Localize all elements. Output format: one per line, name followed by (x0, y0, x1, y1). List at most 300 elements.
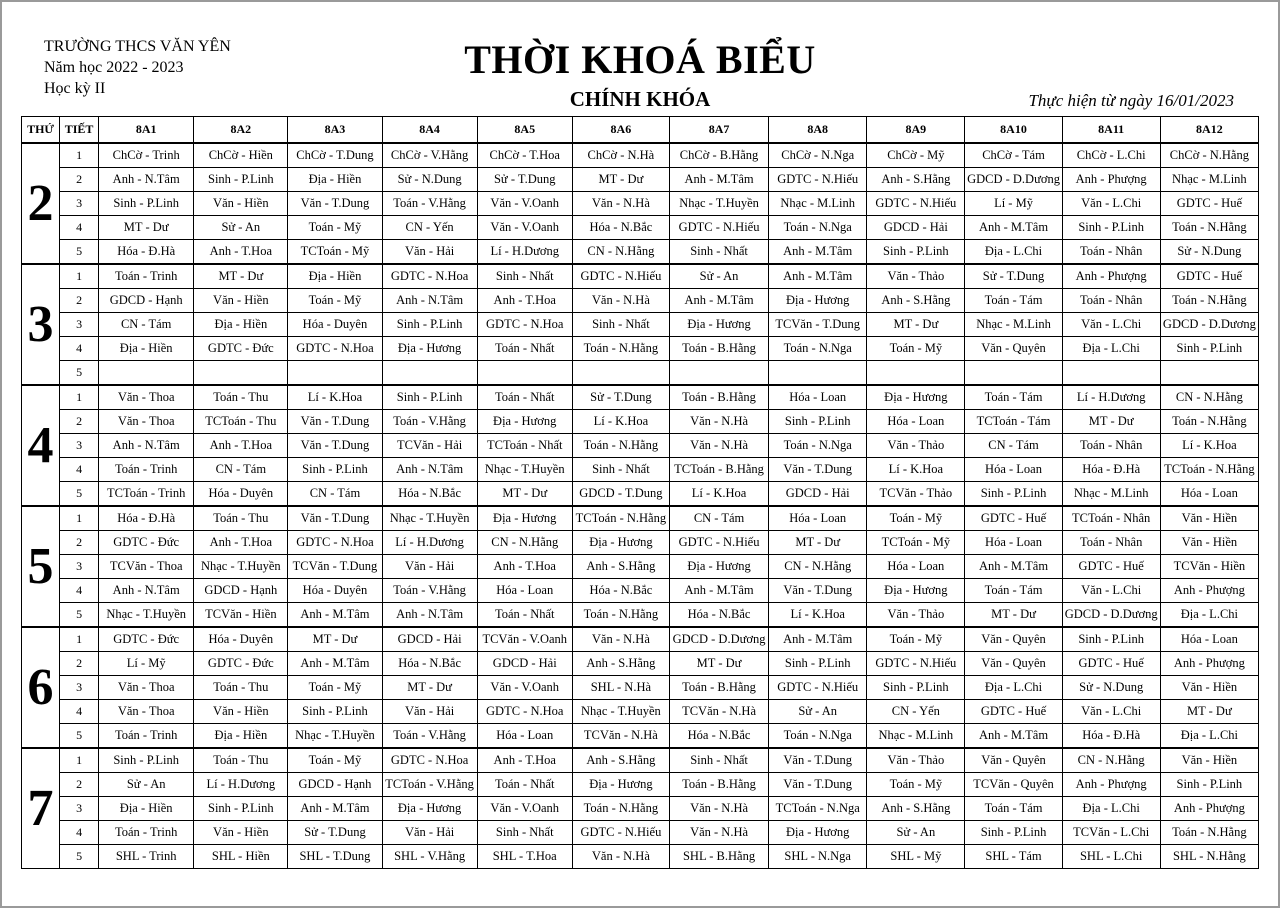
lesson-cell: Toán - Mỹ (288, 289, 382, 313)
table-row (22, 773, 1259, 797)
table-row (22, 579, 1259, 603)
lesson-cell: Văn - Hiền (194, 700, 288, 724)
period-number: 1 (60, 748, 99, 773)
lesson-cell: Nhạc - M.Linh (769, 192, 867, 216)
lesson-cell: MT - Dư (965, 603, 1062, 628)
lesson-cell: Toán - B.Hằng (669, 676, 768, 700)
lesson-cell: Lí - K.Hoa (1160, 434, 1258, 458)
lesson-cell: GDTC - N.Hiếu (669, 531, 768, 555)
lesson-cell: Văn - N.Hà (572, 289, 669, 313)
lesson-cell: GDTC - N.Hiếu (669, 216, 768, 240)
header-class: 8A11 (1062, 117, 1160, 144)
lesson-cell: Văn - Thảo (867, 264, 965, 289)
lesson-cell: Sinh - P.Linh (769, 410, 867, 434)
lesson-cell: Toán - Nhân (1062, 434, 1160, 458)
lesson-cell: Toán - N.Hằng (1160, 410, 1258, 434)
period-number: 1 (60, 385, 99, 410)
lesson-cell: ChCờ - N.Hằng (1160, 143, 1258, 168)
lesson-cell: Địa - Hương (867, 385, 965, 410)
day-label: 2 (22, 143, 60, 264)
header-class: 8A2 (194, 117, 288, 144)
lesson-cell: Văn - Quyên (965, 337, 1062, 361)
period-number: 3 (60, 313, 99, 337)
lesson-cell: Toán - Thu (194, 506, 288, 531)
lesson-cell: Hóa - Duyên (288, 313, 382, 337)
lesson-cell: Lí - K.Hoa (288, 385, 382, 410)
lesson-cell: Hóa - N.Bắc (382, 482, 477, 507)
table-row (22, 361, 1259, 386)
period-number: 5 (60, 724, 99, 749)
lesson-cell: Toán - N.Hằng (572, 434, 669, 458)
lesson-cell: MT - Dư (194, 264, 288, 289)
lesson-cell: Sử - An (669, 264, 768, 289)
lesson-cell: Toán - N.Hằng (1160, 216, 1258, 240)
lesson-cell: Văn - Hải (382, 700, 477, 724)
lesson-cell: Văn - Thoa (99, 385, 194, 410)
lesson-cell: Toán - Tám (965, 289, 1062, 313)
lesson-cell: Lí - H.Dương (477, 240, 572, 265)
lesson-cell (1160, 361, 1258, 386)
table-row (22, 289, 1259, 313)
lesson-cell: Địa - L.Chi (965, 240, 1062, 265)
lesson-cell: Toán - N.Hằng (1160, 289, 1258, 313)
lesson-cell: SHL - V.Hằng (382, 845, 477, 869)
lesson-cell: Anh - T.Hoa (477, 289, 572, 313)
lesson-cell: Sinh - P.Linh (867, 676, 965, 700)
lesson-cell: Sử - An (99, 773, 194, 797)
lesson-cell: Nhạc - T.Huyền (194, 555, 288, 579)
lesson-cell: Toán - V.Hằng (382, 192, 477, 216)
lesson-cell: TCToán - Trinh (99, 482, 194, 507)
lesson-cell (965, 361, 1062, 386)
lesson-cell: MT - Dư (669, 652, 768, 676)
lesson-cell: Sinh - P.Linh (288, 458, 382, 482)
table-row (22, 385, 1259, 410)
lesson-cell: Nhạc - T.Huyền (288, 724, 382, 749)
lesson-cell: Văn - L.Chi (1062, 313, 1160, 337)
lesson-cell: Văn - V.Oanh (477, 676, 572, 700)
table-row (22, 143, 1259, 168)
lesson-cell (288, 361, 382, 386)
day-label: 7 (22, 748, 60, 869)
lesson-cell: TCVăn - T.Dung (288, 555, 382, 579)
lesson-cell: Hóa - Đ.Hà (1062, 724, 1160, 749)
lesson-cell: Văn - Hiền (1160, 531, 1258, 555)
lesson-cell: GDTC - Đức (99, 531, 194, 555)
day-label: 5 (22, 506, 60, 627)
lesson-cell: ChCờ - Hiền (194, 143, 288, 168)
lesson-cell: ChCờ - V.Hằng (382, 143, 477, 168)
period-number: 2 (60, 773, 99, 797)
lesson-cell: Toán - Mỹ (867, 337, 965, 361)
lesson-cell: TCVăn - T.Dung (769, 313, 867, 337)
lesson-cell: Sinh - P.Linh (867, 240, 965, 265)
header-class: 8A3 (288, 117, 382, 144)
lesson-cell: Địa - Hiền (99, 337, 194, 361)
lesson-cell: Văn - Thoa (99, 676, 194, 700)
lesson-cell: Địa - L.Chi (1062, 797, 1160, 821)
lesson-cell: Toán - N.Hằng (572, 797, 669, 821)
lesson-cell: Anh - M.Tâm (965, 555, 1062, 579)
lesson-cell: GDTC - N.Hoa (477, 313, 572, 337)
lesson-cell: Toán - Nhất (477, 385, 572, 410)
lesson-cell: CN - Tám (99, 313, 194, 337)
lesson-cell: Địa - L.Chi (1160, 724, 1258, 749)
table-row (22, 748, 1259, 773)
period-number: 2 (60, 410, 99, 434)
lesson-cell: Văn - N.Hà (669, 821, 768, 845)
lesson-cell: Toán - N.Nga (769, 434, 867, 458)
lesson-cell: Sử - An (194, 216, 288, 240)
lesson-cell: Văn - V.Oanh (477, 797, 572, 821)
lesson-cell: GDTC - N.Hiếu (572, 821, 669, 845)
header-class: 8A10 (965, 117, 1062, 144)
lesson-cell: Văn - Hiền (1160, 506, 1258, 531)
lesson-cell: GDTC - N.Hoa (288, 337, 382, 361)
lesson-cell: Toán - Tám (965, 385, 1062, 410)
lesson-cell: GDTC - Huế (965, 506, 1062, 531)
page-title: THỜI KHOÁ BIỂU (464, 37, 816, 82)
lesson-cell: Lí - H.Dương (1062, 385, 1160, 410)
lesson-cell: Nhạc - T.Huyền (477, 458, 572, 482)
lesson-cell: Văn - N.Hà (572, 845, 669, 869)
lesson-cell: Toán - V.Hằng (382, 724, 477, 749)
period-number: 3 (60, 192, 99, 216)
header-class: 8A12 (1160, 117, 1258, 144)
period-number: 2 (60, 168, 99, 192)
period-number: 2 (60, 531, 99, 555)
lesson-cell: MT - Dư (99, 216, 194, 240)
lesson-cell (194, 361, 288, 386)
table-row (22, 700, 1259, 724)
table-row (22, 240, 1259, 265)
lesson-cell: Địa - L.Chi (1062, 337, 1160, 361)
lesson-cell: Hóa - N.Bắc (669, 724, 768, 749)
lesson-cell: Văn - Hải (382, 240, 477, 265)
lesson-cell: Toán - Nhân (1062, 240, 1160, 265)
lesson-cell: Hóa - Duyên (194, 627, 288, 652)
lesson-cell: Văn - Hiền (194, 192, 288, 216)
table-row (22, 555, 1259, 579)
lesson-cell: SHL - Trinh (99, 845, 194, 869)
lesson-cell: Lí - K.Hoa (769, 603, 867, 628)
lesson-cell: Sinh - P.Linh (1160, 773, 1258, 797)
lesson-cell: SHL - Hiền (194, 845, 288, 869)
lesson-cell: Nhạc - M.Linh (867, 724, 965, 749)
lesson-cell: Toán - Tám (965, 797, 1062, 821)
lesson-cell: CN - Tám (194, 458, 288, 482)
lesson-cell: Địa - L.Chi (965, 676, 1062, 700)
lesson-cell: TCToán - Mỹ (288, 240, 382, 265)
header-class: 8A7 (669, 117, 768, 144)
lesson-cell: TCToán - Mỹ (867, 531, 965, 555)
lesson-cell: Anh - T.Hoa (477, 555, 572, 579)
lesson-cell: GDCD - D.Dương (1160, 313, 1258, 337)
lesson-cell: Anh - Phượng (1062, 773, 1160, 797)
lesson-cell: Anh - S.Hằng (867, 168, 965, 192)
lesson-cell: GDTC - Đức (194, 652, 288, 676)
lesson-cell: Sử - N.Dung (1160, 240, 1258, 265)
lesson-cell: Văn - T.Dung (288, 192, 382, 216)
period-number: 4 (60, 216, 99, 240)
period-number: 5 (60, 482, 99, 507)
period-number: 1 (60, 506, 99, 531)
lesson-cell (669, 361, 768, 386)
lesson-cell: TCVăn - Thảo (867, 482, 965, 507)
lesson-cell: GDTC - N.Hiếu (867, 652, 965, 676)
lesson-cell: Anh - M.Tâm (769, 627, 867, 652)
lesson-cell: Anh - M.Tâm (669, 168, 768, 192)
header-period: TIẾT (60, 117, 99, 144)
lesson-cell: MT - Dư (382, 676, 477, 700)
lesson-cell: Anh - S.Hằng (867, 797, 965, 821)
lesson-cell: Địa - Hương (382, 797, 477, 821)
lesson-cell: Lí - K.Hoa (669, 482, 768, 507)
lesson-cell: Văn - N.Hà (572, 192, 669, 216)
table-row (22, 506, 1259, 531)
table-row (22, 434, 1259, 458)
lesson-cell: Văn - V.Oanh (477, 192, 572, 216)
lesson-cell: SHL - N.Nga (769, 845, 867, 869)
lesson-cell: Hóa - Đ.Hà (99, 240, 194, 265)
header-class: 8A4 (382, 117, 477, 144)
lesson-cell: Văn - L.Chi (1062, 579, 1160, 603)
lesson-cell: Toán - Tám (965, 579, 1062, 603)
lesson-cell: Địa - Hương (669, 313, 768, 337)
lesson-cell: Văn - Hải (382, 821, 477, 845)
lesson-cell: Anh - T.Hoa (477, 748, 572, 773)
lesson-cell: Địa - Hương (477, 410, 572, 434)
lesson-cell: Hóa - Duyên (288, 579, 382, 603)
period-number: 5 (60, 240, 99, 265)
period-number: 3 (60, 797, 99, 821)
lesson-cell: Anh - Phượng (1160, 579, 1258, 603)
effective-date: Thực hiện từ ngày 16/01/2023 (1028, 91, 1234, 110)
lesson-cell: ChCờ - N.Nga (769, 143, 867, 168)
lesson-cell: Anh - T.Hoa (194, 240, 288, 265)
lesson-cell: Sinh - P.Linh (194, 797, 288, 821)
lesson-cell: Anh - S.Hằng (867, 289, 965, 313)
lesson-cell: CN - Yến (867, 700, 965, 724)
period-number: 3 (60, 555, 99, 579)
lesson-cell: Văn - T.Dung (769, 579, 867, 603)
day-label: 6 (22, 627, 60, 748)
table-row (22, 627, 1259, 652)
lesson-cell: Anh - M.Tâm (288, 652, 382, 676)
lesson-cell: Toán - Nhân (1062, 289, 1160, 313)
lesson-cell: Toán - N.Nga (769, 724, 867, 749)
header-class: 8A6 (572, 117, 669, 144)
lesson-cell: MT - Dư (867, 313, 965, 337)
lesson-cell: Hóa - Loan (867, 410, 965, 434)
school-name: TRƯỜNG THCS VĂN YÊN (44, 38, 231, 55)
lesson-cell (769, 361, 867, 386)
lesson-cell: Hóa - Loan (965, 531, 1062, 555)
lesson-cell: Hóa - Loan (769, 385, 867, 410)
lesson-cell: TCToán - Nhân (1062, 506, 1160, 531)
lesson-cell: Văn - Hiền (194, 821, 288, 845)
lesson-cell: Toán - Thu (194, 385, 288, 410)
lesson-cell: ChCờ - Trinh (99, 143, 194, 168)
lesson-cell: GDCD - Hải (769, 482, 867, 507)
lesson-cell: ChCờ - L.Chi (1062, 143, 1160, 168)
lesson-cell: Hóa - Loan (769, 506, 867, 531)
lesson-cell: SHL - L.Chi (1062, 845, 1160, 869)
lesson-cell: GDCD - D.Dương (669, 627, 768, 652)
lesson-cell: Sử - N.Dung (1062, 676, 1160, 700)
lesson-cell: ChCờ - T.Dung (288, 143, 382, 168)
lesson-cell: GDCD - Hải (477, 652, 572, 676)
lesson-cell: SHL - N.Hằng (1160, 845, 1258, 869)
lesson-cell: Sinh - P.Linh (965, 821, 1062, 845)
day-label: 4 (22, 385, 60, 506)
lesson-cell: Văn - N.Hà (669, 797, 768, 821)
lesson-cell: Sử - T.Dung (572, 385, 669, 410)
lesson-cell: Hóa - N.Bắc (382, 652, 477, 676)
lesson-cell: CN - N.Hằng (477, 531, 572, 555)
lesson-cell: GDTC - N.Hiếu (769, 168, 867, 192)
lesson-cell: Địa - Hiền (288, 168, 382, 192)
lesson-cell: Địa - Hiền (194, 313, 288, 337)
lesson-cell: Văn - Hiền (194, 289, 288, 313)
lesson-cell: Văn - T.Dung (769, 773, 867, 797)
lesson-cell (572, 361, 669, 386)
lesson-cell: Anh - S.Hằng (572, 652, 669, 676)
lesson-cell: GDTC - Huế (1062, 652, 1160, 676)
lesson-cell: Văn - Thảo (867, 434, 965, 458)
lesson-cell: Hóa - Loan (1160, 482, 1258, 507)
lesson-cell: Anh - N.Tâm (382, 289, 477, 313)
school-term: Học kỳ II (44, 80, 106, 97)
period-number: 4 (60, 337, 99, 361)
lesson-cell: Toán - Trinh (99, 724, 194, 749)
lesson-cell: Toán - N.Nga (769, 216, 867, 240)
table-row (22, 168, 1259, 192)
header-class: 8A8 (769, 117, 867, 144)
day-label: 3 (22, 264, 60, 385)
lesson-cell: Văn - V.Oanh (477, 216, 572, 240)
header-class: 8A1 (99, 117, 194, 144)
lesson-cell: TCToán - V.Hằng (382, 773, 477, 797)
lesson-cell: Anh - M.Tâm (669, 289, 768, 313)
lesson-cell: TCVăn - Hải (382, 434, 477, 458)
lesson-cell: Lí - K.Hoa (572, 410, 669, 434)
lesson-cell: SHL - T.Hoa (477, 845, 572, 869)
lesson-cell: ChCờ - T.Hoa (477, 143, 572, 168)
lesson-cell: ChCờ - Tám (965, 143, 1062, 168)
lesson-cell: Sinh - P.Linh (382, 385, 477, 410)
table-row (22, 482, 1259, 507)
table-row (22, 797, 1259, 821)
lesson-cell: Sinh - P.Linh (194, 168, 288, 192)
lesson-cell: Sinh - Nhất (572, 313, 669, 337)
lesson-cell: Địa - Hương (572, 531, 669, 555)
lesson-cell: Lí - Mỹ (965, 192, 1062, 216)
lesson-cell: TCVăn - L.Chi (1062, 821, 1160, 845)
lesson-cell: Anh - N.Tâm (99, 434, 194, 458)
lesson-cell: Văn - N.Hà (669, 410, 768, 434)
period-number: 4 (60, 579, 99, 603)
lesson-cell: Sinh - Nhất (669, 748, 768, 773)
lesson-cell: TCToán - B.Hằng (669, 458, 768, 482)
lesson-cell: Văn - Hiền (1160, 748, 1258, 773)
lesson-cell: GDTC - N.Hiếu (769, 676, 867, 700)
lesson-cell: Anh - S.Hằng (572, 555, 669, 579)
lesson-cell: MT - Dư (1160, 700, 1258, 724)
lesson-cell: GDCD - Hạnh (194, 579, 288, 603)
lesson-cell: MT - Dư (1062, 410, 1160, 434)
lesson-cell: Văn - Thoa (99, 410, 194, 434)
lesson-cell: Lí - H.Dương (382, 531, 477, 555)
lesson-cell: Toán - Mỹ (867, 627, 965, 652)
table-row (22, 337, 1259, 361)
lesson-cell: Sinh - P.Linh (382, 313, 477, 337)
lesson-cell: MT - Dư (288, 627, 382, 652)
lesson-cell: Toán - Thu (194, 676, 288, 700)
lesson-cell: Văn - Quyên (965, 652, 1062, 676)
table-row (22, 458, 1259, 482)
lesson-cell: Anh - M.Tâm (288, 797, 382, 821)
lesson-cell: GDTC - N.Hiếu (572, 264, 669, 289)
lesson-cell: Anh - M.Tâm (288, 603, 382, 628)
period-number: 4 (60, 458, 99, 482)
lesson-cell: TCVăn - Hiền (1160, 555, 1258, 579)
lesson-cell: CN - Tám (288, 482, 382, 507)
lesson-cell: Văn - T.Dung (288, 434, 382, 458)
lesson-cell: Lí - K.Hoa (867, 458, 965, 482)
lesson-cell: CN - Yến (382, 216, 477, 240)
lesson-cell: Văn - Quyên (965, 627, 1062, 652)
lesson-cell: Anh - N.Tâm (99, 168, 194, 192)
lesson-cell: Toán - V.Hằng (382, 579, 477, 603)
lesson-cell: TCToán - Nhất (477, 434, 572, 458)
lesson-cell (477, 361, 572, 386)
period-number: 2 (60, 289, 99, 313)
lesson-cell: Hóa - N.Bắc (572, 216, 669, 240)
table-row (22, 216, 1259, 240)
lesson-cell: Anh - T.Hoa (194, 434, 288, 458)
lesson-cell: Anh - Phượng (1160, 652, 1258, 676)
lesson-cell: Địa - Hương (572, 773, 669, 797)
lesson-cell: GDTC - N.Hoa (382, 264, 477, 289)
lesson-cell (382, 361, 477, 386)
lesson-cell: Anh - Phượng (1160, 797, 1258, 821)
lesson-cell: GDTC - Huế (1160, 264, 1258, 289)
lesson-cell: Địa - L.Chi (1160, 603, 1258, 628)
lesson-cell: Hóa - Loan (867, 555, 965, 579)
period-number: 1 (60, 627, 99, 652)
lesson-cell: MT - Dư (572, 168, 669, 192)
header-day: THỨ (22, 117, 60, 144)
lesson-cell: Toán - Mỹ (288, 216, 382, 240)
lesson-cell: Toán - B.Hằng (669, 773, 768, 797)
lesson-cell: Toán - Nhất (477, 773, 572, 797)
lesson-cell: Anh - M.Tâm (965, 724, 1062, 749)
lesson-cell: Địa - Hương (477, 506, 572, 531)
lesson-cell: Toán - Mỹ (867, 773, 965, 797)
table-row (22, 821, 1259, 845)
period-number: 5 (60, 845, 99, 869)
lesson-cell: GDCD - Hải (382, 627, 477, 652)
lesson-cell: SHL - N.Hà (572, 676, 669, 700)
lesson-cell: Anh - Phượng (1062, 168, 1160, 192)
lesson-cell: Sử - N.Dung (382, 168, 477, 192)
lesson-cell: Văn - N.Hà (572, 627, 669, 652)
lesson-cell: Văn - L.Chi (1062, 700, 1160, 724)
lesson-cell: Sinh - P.Linh (769, 652, 867, 676)
lesson-cell: Địa - Hiền (288, 264, 382, 289)
period-number: 4 (60, 821, 99, 845)
